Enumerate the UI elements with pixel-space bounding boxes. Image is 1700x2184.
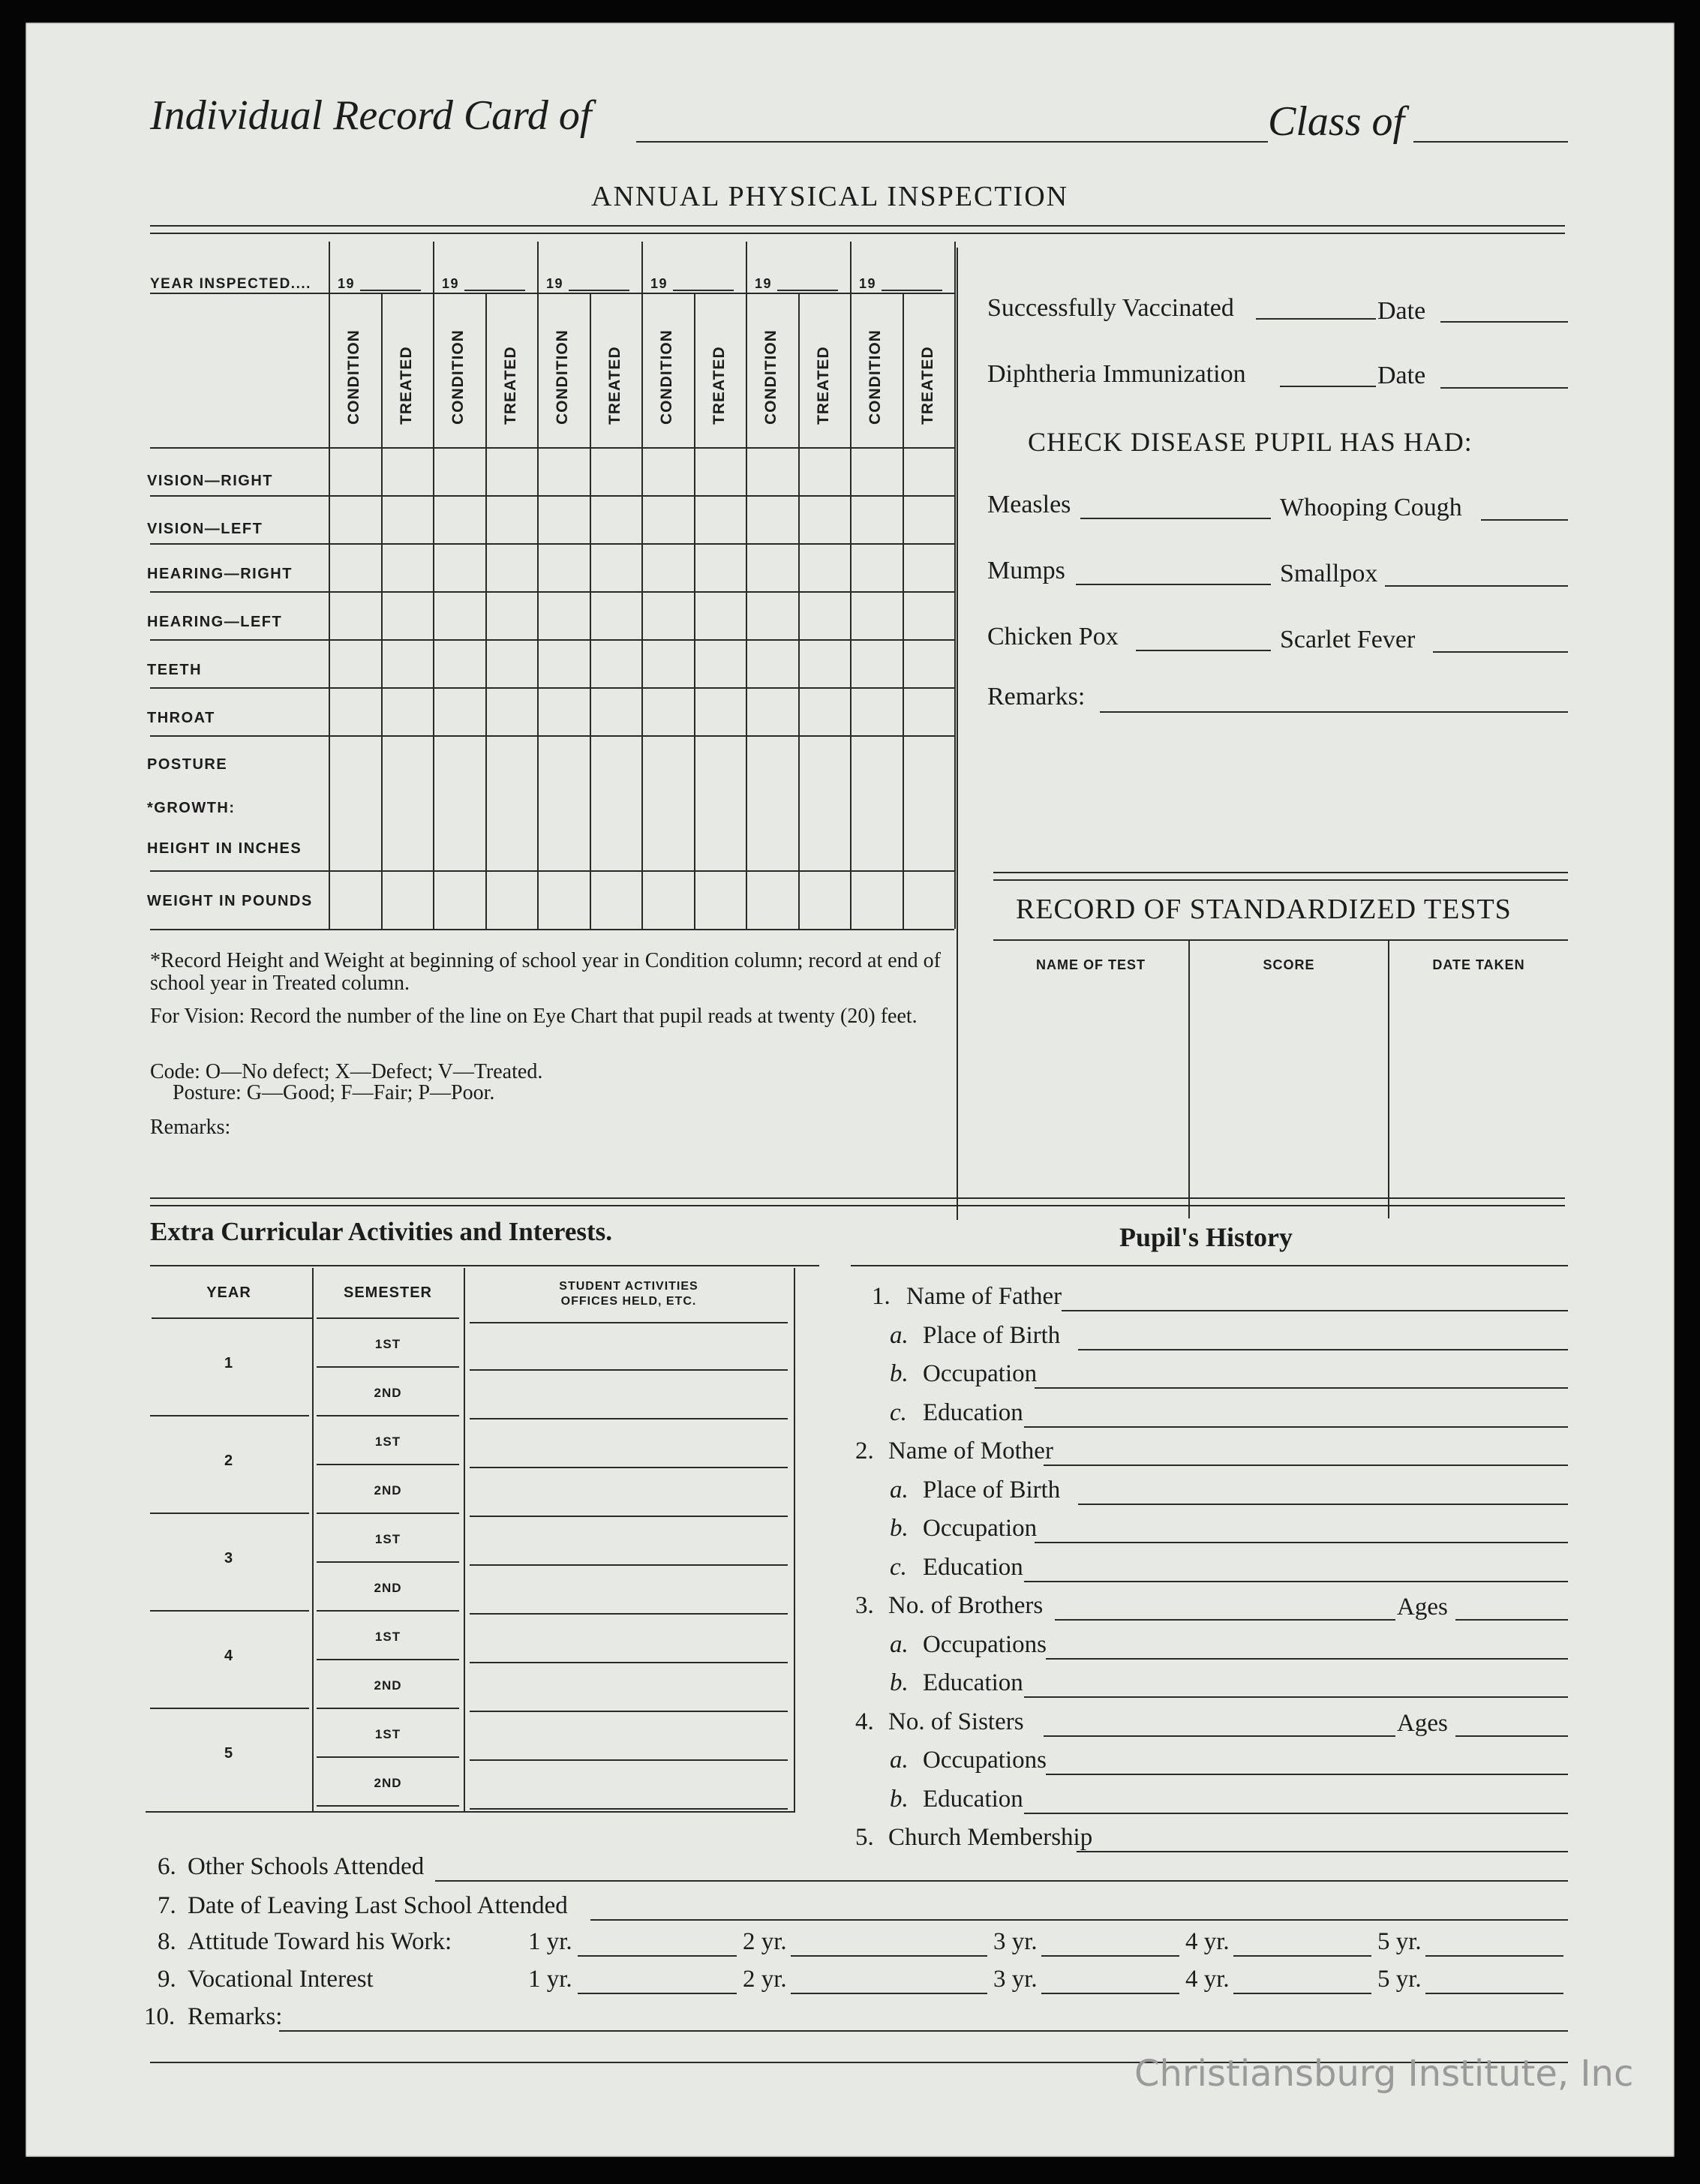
grid-line — [150, 591, 954, 593]
history-line[interactable] — [1035, 1542, 1568, 1543]
grid-column-line — [590, 293, 591, 929]
activities-col-line — [794, 1268, 795, 1811]
bottom-label: Attitude Toward his Work: — [188, 1928, 452, 1955]
activity-entry-line[interactable] — [470, 1662, 788, 1663]
bottom-label: Other Schools Attended — [188, 1853, 425, 1880]
year-input-line[interactable] — [569, 290, 629, 291]
activities-title: Extra Curricular Activities and Interests. — [150, 1217, 613, 1246]
vaccinated-date-label: Date — [1377, 297, 1426, 325]
year-input-line[interactable] — [360, 290, 421, 291]
disease-line[interactable] — [1385, 585, 1568, 587]
history-line[interactable] — [1046, 1658, 1568, 1660]
divider — [150, 1265, 819, 1266]
history-number: 1. — [872, 1283, 891, 1310]
year-label: 4 yr. — [1185, 1928, 1230, 1955]
history-line[interactable] — [1044, 1735, 1395, 1737]
grid-line — [150, 929, 954, 930]
history-line[interactable] — [1062, 1310, 1568, 1311]
year-entry-line[interactable] — [1425, 1955, 1563, 1957]
disease-label: Chicken Pox — [987, 623, 1119, 650]
disease-label: Whooping Cough — [1280, 494, 1462, 521]
grid-line — [150, 1610, 309, 1612]
activity-entry-line[interactable] — [470, 1759, 788, 1761]
bottom-line[interactable] — [279, 2030, 1568, 2032]
tests-col-date: DATE TAKEN — [1432, 957, 1525, 972]
year-cell: 19 — [755, 276, 773, 291]
history-label: Education — [923, 1399, 1023, 1426]
history-label: Occupation — [923, 1360, 1038, 1387]
grid-column-line — [537, 242, 539, 929]
history-label: Occupations — [923, 1631, 1047, 1658]
bottom-number: 7. — [158, 1892, 176, 1919]
history-line[interactable] — [1055, 1619, 1395, 1621]
semester-label: 2ND — [374, 1776, 402, 1790]
vaccinated-line[interactable] — [1256, 318, 1376, 320]
semester-label: 1ST — [374, 1727, 401, 1741]
semester-label: 2ND — [374, 1483, 402, 1498]
activity-entry-line[interactable] — [470, 1564, 788, 1566]
bottom-line[interactable] — [435, 1880, 1568, 1882]
grid-line — [317, 1317, 459, 1319]
col-semester: SEMESTER — [343, 1284, 433, 1301]
row-label: WEIGHT IN POUNDS — [147, 893, 313, 909]
vaccinated-label: Successfully Vaccinated — [987, 294, 1234, 322]
diphtheria-label: Diphtheria Immunization — [987, 360, 1246, 388]
grid-column-line — [641, 242, 643, 929]
year-label: 5 yr. — [1377, 1928, 1422, 1955]
inspection-remarks: Remarks: — [150, 1116, 231, 1139]
title-prefix: Individual Record Card of — [150, 92, 592, 139]
ages-line[interactable] — [1455, 1735, 1568, 1737]
bottom-number: 8. — [158, 1928, 176, 1955]
history-number: a. — [890, 1747, 909, 1774]
watermark: Christiansburg Institute, Inc — [1134, 2053, 1634, 2095]
divider — [150, 233, 1565, 234]
history-number: b. — [890, 1669, 909, 1696]
vaccinated-date-line[interactable] — [1440, 321, 1568, 323]
record-card — [26, 23, 1674, 2157]
grid-line — [150, 870, 954, 872]
year-cell: 19 — [859, 276, 877, 291]
class-label: Class of — [1268, 98, 1405, 145]
semester-label: 1ST — [374, 1532, 401, 1546]
col-condition: CONDITION — [449, 329, 467, 425]
code-line: Code: O—No defect; X—Defect; V—Treated. — [150, 1060, 543, 1083]
bottom-label: Remarks: — [188, 2003, 283, 2030]
grid-column-line — [329, 242, 330, 929]
page-title: ANNUAL PHYSICAL INSPECTION — [591, 181, 1069, 212]
year-number: 1 — [224, 1355, 234, 1371]
grid-line — [317, 1805, 459, 1807]
activity-entry-line[interactable] — [470, 1369, 788, 1371]
grid-line — [150, 495, 954, 497]
history-label: No. of Sisters — [888, 1708, 1024, 1735]
ages-line[interactable] — [1455, 1619, 1568, 1621]
grid-column-line — [433, 242, 434, 929]
year-number: 2 — [224, 1452, 234, 1469]
tests-title: RECORD OF STANDARDIZED TESTS — [1016, 894, 1512, 925]
class-line[interactable] — [1413, 141, 1568, 143]
column-divider — [957, 248, 958, 1220]
check-disease-title: CHECK DISEASE PUPIL HAS HAD: — [1028, 427, 1473, 457]
divider — [993, 872, 1568, 873]
history-line[interactable] — [1024, 1696, 1568, 1698]
row-label: VISION—RIGHT — [147, 473, 274, 489]
year-entry-line[interactable] — [578, 1993, 737, 1994]
col-condition: CONDITION — [554, 329, 571, 425]
year-label: 3 yr. — [993, 1928, 1038, 1955]
row-label: *GROWTH: — [147, 800, 236, 816]
col-treated: TREATED — [606, 346, 623, 425]
row-label: TEETH — [147, 662, 203, 678]
grid-column-line — [746, 242, 747, 929]
history-line[interactable] — [1078, 1504, 1568, 1505]
history-number: b. — [890, 1360, 909, 1387]
grid-line — [317, 1659, 459, 1660]
grid-line — [150, 1708, 309, 1709]
history-line[interactable] — [1035, 1387, 1568, 1389]
disease-line[interactable] — [1481, 519, 1568, 521]
year-input-line[interactable] — [464, 290, 525, 291]
row-label: POSTURE — [147, 756, 228, 773]
activity-entry-line[interactable] — [470, 1711, 788, 1712]
grid-line — [150, 543, 954, 545]
bottom-number: 6. — [158, 1853, 176, 1880]
year-input-line[interactable] — [882, 290, 942, 291]
row-label: HEARING—LEFT — [147, 614, 283, 630]
activity-entry-line[interactable] — [470, 1613, 788, 1615]
diphtheria-date-label: Date — [1377, 362, 1426, 389]
ages-label: Ages — [1397, 1594, 1448, 1621]
col-year: YEAR — [206, 1284, 251, 1301]
year-cell: 19 — [650, 276, 668, 291]
grid-line — [152, 1317, 312, 1319]
bottom-number: 10. — [144, 2003, 176, 2030]
row-label: HEARING—RIGHT — [147, 566, 293, 582]
diphtheria-line[interactable] — [1280, 386, 1376, 387]
divider — [150, 225, 1565, 227]
tests-col-name: NAME OF TEST — [1036, 957, 1146, 972]
history-number: 2. — [855, 1437, 874, 1465]
bottom-label: Date of Leaving Last School Attended — [188, 1892, 568, 1919]
col-treated: TREATED — [710, 346, 728, 425]
history-label: Occupation — [923, 1515, 1038, 1542]
year-number: 5 — [224, 1745, 234, 1762]
col-treated: TREATED — [919, 346, 936, 425]
note-height: *Record Height and Weight at beginning of school year in Condition column; record at end of school year in Treated column. — [150, 949, 941, 995]
grid-line — [317, 1415, 459, 1416]
history-label: Place of Birth — [923, 1477, 1061, 1504]
activity-entry-line[interactable] — [470, 1808, 788, 1810]
posture-code-line: Posture: G—Good; F—Fair; P—Poor. — [173, 1081, 495, 1104]
year-label: 3 yr. — [993, 1966, 1038, 1993]
year-entry-line[interactable] — [1425, 1993, 1563, 1994]
history-line[interactable] — [1078, 1349, 1568, 1350]
year-input-line[interactable] — [673, 290, 734, 291]
col-activities: STUDENT ACTIVITIES — [559, 1280, 698, 1293]
col-condition: CONDITION — [762, 329, 779, 425]
disease-line[interactable] — [1080, 518, 1271, 519]
history-label: Education — [923, 1554, 1023, 1581]
row-label: VISION—LEFT — [147, 521, 263, 537]
grid-line — [317, 1366, 459, 1368]
activity-entry-line[interactable] — [470, 1516, 788, 1517]
col-treated: TREATED — [815, 346, 832, 425]
disease-line[interactable] — [1076, 584, 1271, 585]
semester-label: 2ND — [374, 1581, 402, 1595]
grid-column-line — [381, 293, 383, 929]
semester-label: 1ST — [374, 1630, 401, 1644]
divider — [150, 1205, 1565, 1206]
history-number: c. — [890, 1399, 907, 1426]
grid-column-line — [694, 293, 695, 929]
activity-entry-line[interactable] — [470, 1467, 788, 1468]
disease-label: Smallpox — [1280, 560, 1378, 587]
semester-label: 1ST — [374, 1337, 401, 1351]
history-number: 5. — [855, 1824, 874, 1851]
history-label: Name of Father — [906, 1283, 1062, 1310]
grid-line — [150, 447, 954, 449]
history-number: a. — [890, 1631, 909, 1658]
semester-label: 2ND — [374, 1678, 402, 1693]
row-label: HEIGHT IN INCHES — [147, 840, 302, 857]
grid-line — [317, 1610, 459, 1612]
diphtheria-date-line[interactable] — [1440, 387, 1568, 389]
year-number: 3 — [224, 1550, 234, 1567]
year-entry-line[interactable] — [578, 1955, 737, 1957]
tests-col-score: SCORE — [1263, 957, 1315, 972]
history-number: b. — [890, 1786, 909, 1813]
grid-column-line — [485, 293, 487, 929]
grid-line — [150, 1513, 309, 1514]
history-line[interactable] — [1024, 1426, 1568, 1428]
history-title: Pupil's History — [1119, 1222, 1293, 1252]
grid-column-line — [903, 293, 904, 929]
year-number: 4 — [224, 1648, 234, 1664]
history-number: 3. — [855, 1592, 874, 1619]
history-line[interactable] — [1044, 1465, 1568, 1466]
history-number: 4. — [855, 1708, 874, 1735]
history-number: a. — [890, 1322, 909, 1349]
disease-label: Measles — [987, 491, 1071, 518]
name-line[interactable] — [636, 141, 1268, 143]
year-label: 2 yr. — [743, 1966, 787, 1993]
tests-col-divider — [1188, 941, 1190, 1218]
year-entry-line[interactable] — [1233, 1955, 1371, 1957]
year-entry-line[interactable] — [1041, 1993, 1179, 1994]
year-entry-line[interactable] — [791, 1993, 987, 1994]
divider — [150, 1197, 1565, 1199]
grid-line — [150, 293, 954, 294]
history-label: Place of Birth — [923, 1322, 1061, 1349]
year-label: 2 yr. — [743, 1928, 787, 1955]
history-label: Church Membership — [888, 1824, 1093, 1851]
year-label: 5 yr. — [1377, 1966, 1422, 1993]
history-label: No. of Brothers — [888, 1592, 1044, 1619]
history-label: Occupations — [923, 1747, 1047, 1774]
disease-label: Mumps — [987, 557, 1065, 584]
divider — [993, 879, 1568, 881]
year-label: 4 yr. — [1185, 1966, 1230, 1993]
disease-line[interactable] — [1433, 651, 1568, 653]
history-line[interactable] — [1046, 1774, 1568, 1775]
grid-line — [150, 1415, 309, 1416]
history-number: a. — [890, 1477, 909, 1504]
disease-line[interactable] — [1136, 650, 1271, 651]
grid-column-line — [954, 242, 956, 929]
grid-line — [317, 1561, 459, 1563]
col-treated: TREATED — [502, 346, 519, 425]
year-entry-line[interactable] — [1233, 1993, 1371, 1994]
col-condition: CONDITION — [658, 329, 675, 425]
grid-line — [317, 1513, 459, 1514]
note-vision: For Vision: Record the number of the line on Eye Chart that pupil reads at twenty (20) feet. — [150, 1005, 918, 1028]
history-line[interactable] — [1024, 1813, 1568, 1814]
row-label: THROAT — [147, 710, 215, 726]
grid-line — [317, 1464, 459, 1465]
grid-column-line — [850, 242, 852, 929]
ages-label: Ages — [1397, 1710, 1448, 1737]
year-cell: 19 — [546, 276, 564, 291]
year-inspected-label: YEAR INSPECTED.... — [150, 276, 311, 292]
history-number: c. — [890, 1554, 907, 1581]
grid-line — [150, 639, 954, 641]
bottom-number: 9. — [158, 1966, 176, 1993]
tests-col-divider — [1388, 941, 1389, 1218]
year-label: 1 yr. — [528, 1966, 572, 1993]
semester-label: 2ND — [374, 1386, 402, 1400]
col-condition: CONDITION — [345, 329, 362, 425]
year-entry-line[interactable] — [1041, 1955, 1179, 1957]
divider — [993, 939, 1568, 941]
grid-line — [317, 1708, 459, 1709]
grid-line — [150, 735, 954, 737]
bottom-line[interactable] — [590, 1919, 1568, 1921]
year-input-line[interactable] — [777, 290, 838, 291]
col-treated: TREATED — [398, 346, 415, 425]
semester-label: 1ST — [374, 1434, 401, 1449]
year-cell: 19 — [442, 276, 460, 291]
history-line[interactable] — [1024, 1581, 1568, 1582]
activity-entry-line[interactable] — [470, 1418, 788, 1419]
health-remarks: Remarks: — [987, 683, 1086, 710]
health-remarks-line[interactable] — [1100, 711, 1568, 713]
history-label: Education — [923, 1786, 1023, 1813]
year-cell: 19 — [338, 276, 356, 291]
year-entry-line[interactable] — [791, 1955, 987, 1957]
history-label: Name of Mother — [888, 1437, 1053, 1465]
history-number: b. — [890, 1515, 909, 1542]
col-activities: OFFICES HELD, ETC. — [560, 1295, 697, 1308]
grid-line — [317, 1756, 459, 1758]
bottom-label: Vocational Interest — [188, 1966, 374, 1993]
divider — [851, 1265, 1568, 1266]
col-condition: CONDITION — [867, 329, 884, 425]
history-line[interactable] — [1077, 1851, 1568, 1852]
grid-line — [150, 687, 954, 689]
year-label: 1 yr. — [528, 1928, 572, 1955]
disease-label: Scarlet Fever — [1280, 626, 1416, 653]
grid-column-line — [798, 293, 800, 929]
history-label: Education — [923, 1669, 1023, 1696]
grid-line — [146, 1811, 795, 1813]
grid-line — [470, 1322, 788, 1323]
activities-col-line — [464, 1268, 465, 1811]
